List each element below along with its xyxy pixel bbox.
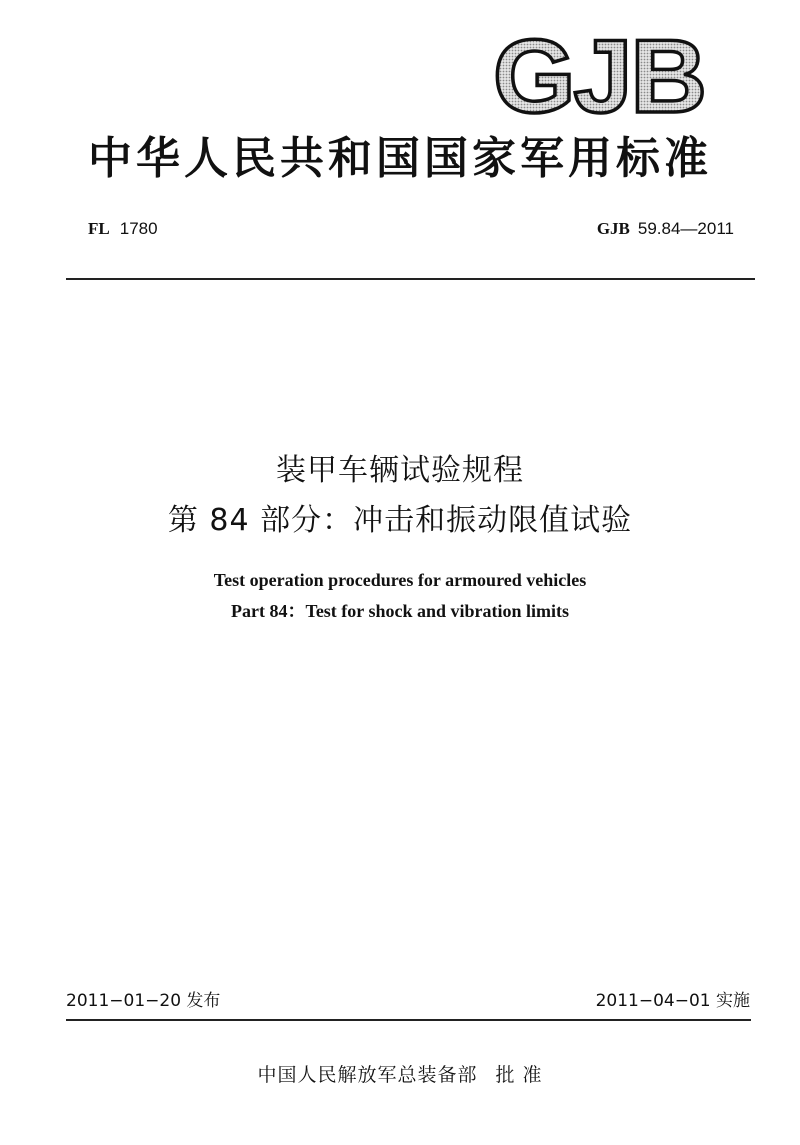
issue-date: 2011−01−20 发布 [66,991,221,1011]
gjb-logo-text: GJB [493,28,705,120]
classification-number: 1780 [119,219,158,238]
title-english-line-2: Part 84：Test for shock and vibration limits [230,601,570,621]
approving-authority: 中国人民解放军总装备部 [257,1064,478,1086]
standard-number-value: 59.84—2011 [637,219,734,238]
top-divider [66,278,755,280]
approval-label: 批 准 [495,1064,543,1086]
classification-code [88,219,158,239]
approval-line [0,1060,800,1087]
gjb-logo-icon [490,28,708,120]
standard-type-title: 中华人民共和国国家军用标准 [88,133,712,184]
title-chinese-line-2: 第 84 部分：冲击和振动限值试验 [167,503,633,538]
standard-prefix: GJB [596,219,630,238]
bottom-divider [66,1019,751,1021]
title-chinese-line-1: 装甲车辆试验规程 [276,453,524,488]
classification-prefix: FL [88,219,110,238]
standard-number [597,219,734,239]
effective-date: 2011−04−01 实施 [595,991,750,1011]
title-english-line-1: Test operation procedures for armoured vehicles [213,570,587,590]
